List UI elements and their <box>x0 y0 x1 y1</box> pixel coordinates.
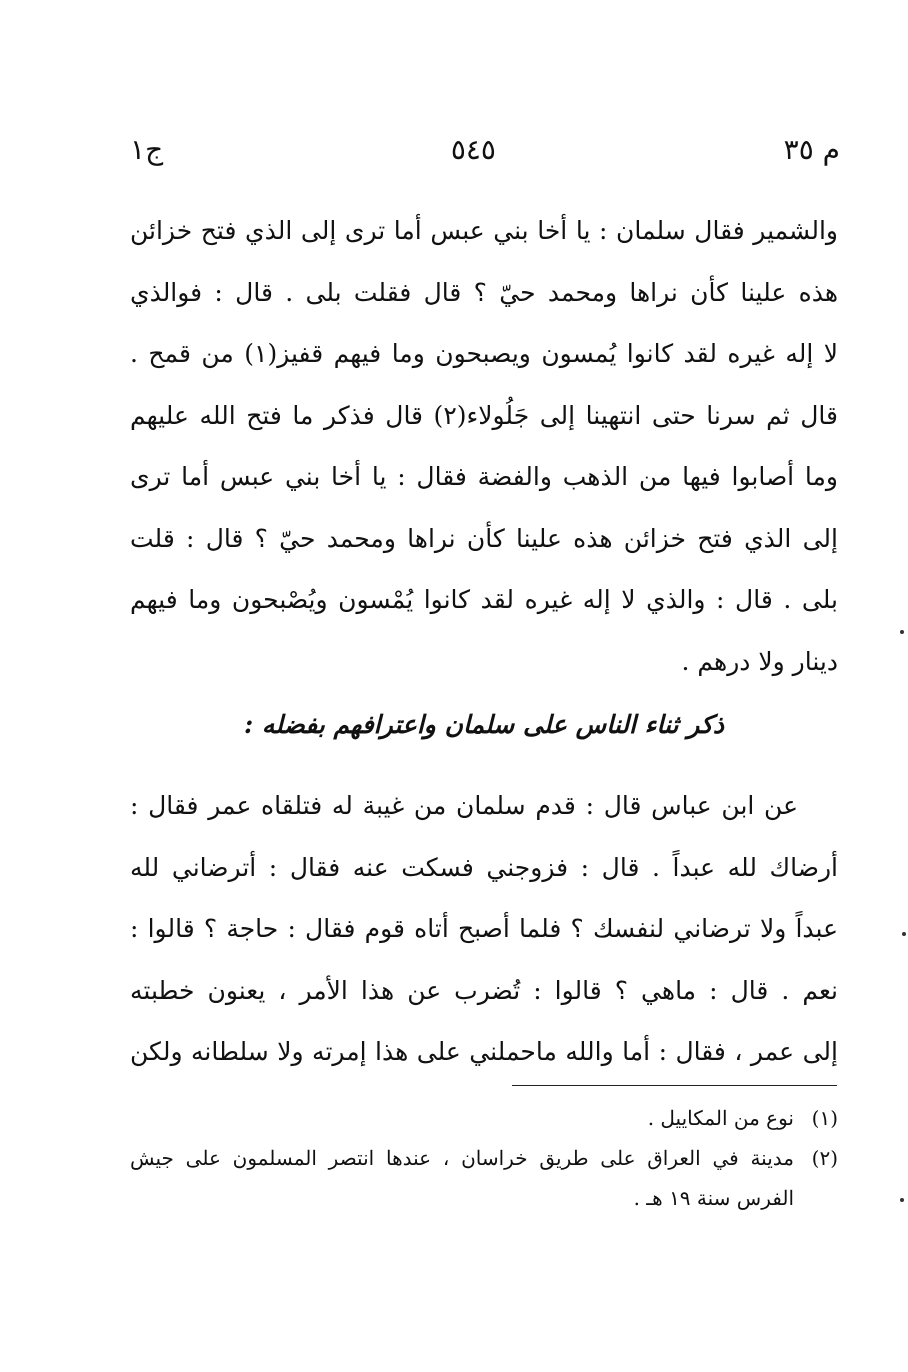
footnote-number: (٢) <box>811 1146 838 1170</box>
text-line: أرضاك لله عبداً . قال : فزوجني فسكت عنه فقال : أترضاني لله <box>130 852 838 882</box>
margin-speck <box>900 630 904 634</box>
text-line: قال ثم سرنا حتى انتهينا إلى جَلُولاء(٢) قال فذكر ما فتح الله عليهم <box>130 400 838 430</box>
volume-label: ج١ <box>130 133 164 166</box>
text-line: لا إله غيره لقد كانوا يُمسون ويصبحون وما فيهم قفيز(١) من قمح . <box>130 339 838 368</box>
text-line: وما أصابوا فيها من الذهب والفضة فقال : يا أخا بني عبس أما ترى <box>130 462 838 491</box>
text-line: عن ابن عباس قال : قدم سلمان من غيبة له فتلقاه عمر فقال : <box>130 791 798 820</box>
footnote <box>130 1098 838 1138</box>
text-line: بلى . قال : والذي لا إله غيره لقد كانوا يُمْسون ويُصْبحون وما فيهم <box>130 585 838 614</box>
footnote-number: (١) <box>811 1106 838 1130</box>
footnote-line: الفرس سنة ١٩ هـ . <box>633 1186 794 1210</box>
margin-speck <box>900 1198 904 1202</box>
text-line: عبداً ولا ترضاني لنفسك ؟ فلما أصبح أتاه قوم فقال : حاجة ؟ قالوا : <box>130 914 838 943</box>
paragraph-ibn-abbas <box>130 775 838 1083</box>
paragraph <box>130 775 838 1083</box>
margin-speck <box>902 932 906 936</box>
footnote-separator <box>512 1085 837 1086</box>
text-line: دينار ولا درهم . <box>681 646 838 676</box>
page-number: ٥٤٥ <box>450 133 496 166</box>
signature-mark: م ٣٥ <box>783 133 840 166</box>
paragraph-narration <box>130 200 838 692</box>
footnote-line: مدينة في العراق على طريق خراسان ، عندها انتصر المسلمون على جيش <box>130 1146 794 1170</box>
footnote <box>130 1138 838 1218</box>
text-line: نعم . قال : ماهي ؟ قالوا : تُضرب عن هذا الأمر ، يعنون خطبته <box>130 975 838 1005</box>
footnote-line: نوع من المكاييل . <box>647 1106 794 1130</box>
text-line: والشمير فقال سلمان : يا أخا بني عبس أما ترى إلى الذي فتح خزائن <box>130 216 838 245</box>
text-line: إلى عمر ، فقال : أما والله ماحملني على هذا إمرته ولا سلطانه ولكن <box>130 1037 838 1066</box>
section-heading: ذكر ثناء الناس على سلمان واعترافهم بفضله : <box>243 710 725 739</box>
footnote-text <box>130 1098 794 1138</box>
footnote-text <box>130 1138 794 1218</box>
running-header <box>130 128 840 172</box>
paragraph <box>130 200 838 692</box>
text-line: هذه علينا كأن نراها ومحمد حيّ ؟ قال فقلت بلى . قال : فوالذي <box>130 277 838 307</box>
footnotes <box>130 1098 838 1218</box>
text-line: إلى الذي فتح خزائن هذه علينا كأن نراها ومحمد حيّ ؟ قال : قلت <box>130 523 838 553</box>
